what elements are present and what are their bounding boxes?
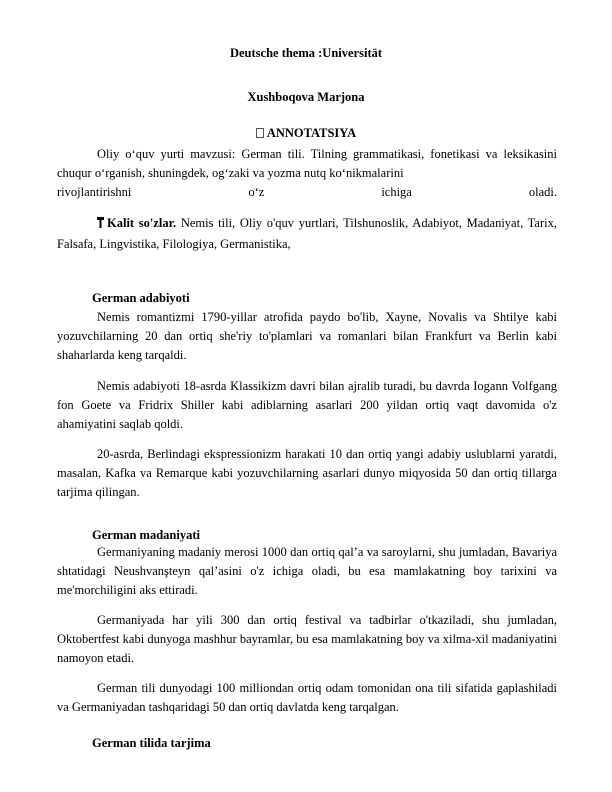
theme-title: Deutsche thema :Universität [229,46,383,60]
section-heading-literature: German adabiyoti [92,291,190,305]
section-heading-translation: German tilida tarjima [92,736,211,750]
annotation-heading-row [0,126,612,141]
literature-paragraph-2: Nemis adabiyoti 18-asrda Klassikizm davri bilan ajralib turadi, bu davrda Iogann Volfgang fon Goete va Fridrix Shiller kabi adiblarning asarlari 200 yildan ortiq vaqt davomida o'z ahamiyatini saqlab qoldi. [57,379,557,431]
annotation-paragraph [57,145,557,202]
annotation-word: rivojlantirishni [57,185,132,199]
literature-paragraph-1: Nemis romantizmi 1790-yillar atrofida paydo bo'lib, Xayne, Novalis va Shtilye kabi yozuvchilarning 20 dan ortiq she'riy to'plamlari va romanlari bilan Frankfurt va Berlin kabi shaharlarda keng tarqaldi. [57,310,557,362]
placeholder-box-icon [256,128,264,138]
annotation-heading: ANNOTATSIYA [266,126,357,140]
annotation-word: o‘z [248,185,265,199]
keywords-label: Kalit so'zlar. [107,216,177,230]
culture-paragraph-3: German tili dunyodagi 100 milliondan ortiq odam tomonidan ona tili sifatida gaplashiladi va Germaniyadan tashqaridagi 50 dan ortiq davlatda keng tarqalgan. [57,681,557,714]
annotation-text: Oliy o‘quv yurti mavzusi: German tili. Tilning grammatikasi, fonetikasi va leksikasini chuqur o‘rganish, shuningdek, og‘zaki va yozma nutq ko‘nikmalarini [57,147,557,180]
culture-paragraph-1: Germaniyaning madaniy merosi 1000 dan ortiq qal’a va saroylarni, shu jumladan, Bavariya shtatidagi Neushvanşteyn qal’asini o'z ichiga oladi, bu esa mamlakatning boy tarixini va me'morchiligini aks ettiradi. [57,545,557,597]
culture-paragraph-2: Germaniyada har yili 300 dan ortiq festival va tadbirlar o'tkaziladi, shu jumladan, Oktobertfest kabi dunyoga mashhur bayramlar, bu esa mamlakatning boy va xilma-xil madaniyatini namoyon etadi. [57,613,557,665]
literature-paragraph-3: 20-asrda, Berlindagi ekspressionizm harakati 10 dan ortiq yangi adabiy uslublarni yaratdi, masalan, Kafka va Remarque kabi yozuvchilarning asarlari dunyo miqyosida 50 dan ortiq tillarga tarjima qilingan. [57,447,557,499]
annotation-word: ichiga [381,185,412,199]
keywords-text: Nemis tili, Oliy o'quv yurtlari, Tilshunoslik, Adabiyot, Madaniyat, Tarix, Falsafa, Lingvistika, Filologiya, Germanistika, [57,216,557,251]
keyword-bullet-icon [97,217,104,228]
author-name: Xushboqova Marjona [247,90,365,104]
section-heading-culture: German madaniyati [92,528,200,542]
keywords-paragraph [57,213,557,255]
annotation-last-line [57,183,557,202]
annotation-word: oladi. [528,185,557,199]
